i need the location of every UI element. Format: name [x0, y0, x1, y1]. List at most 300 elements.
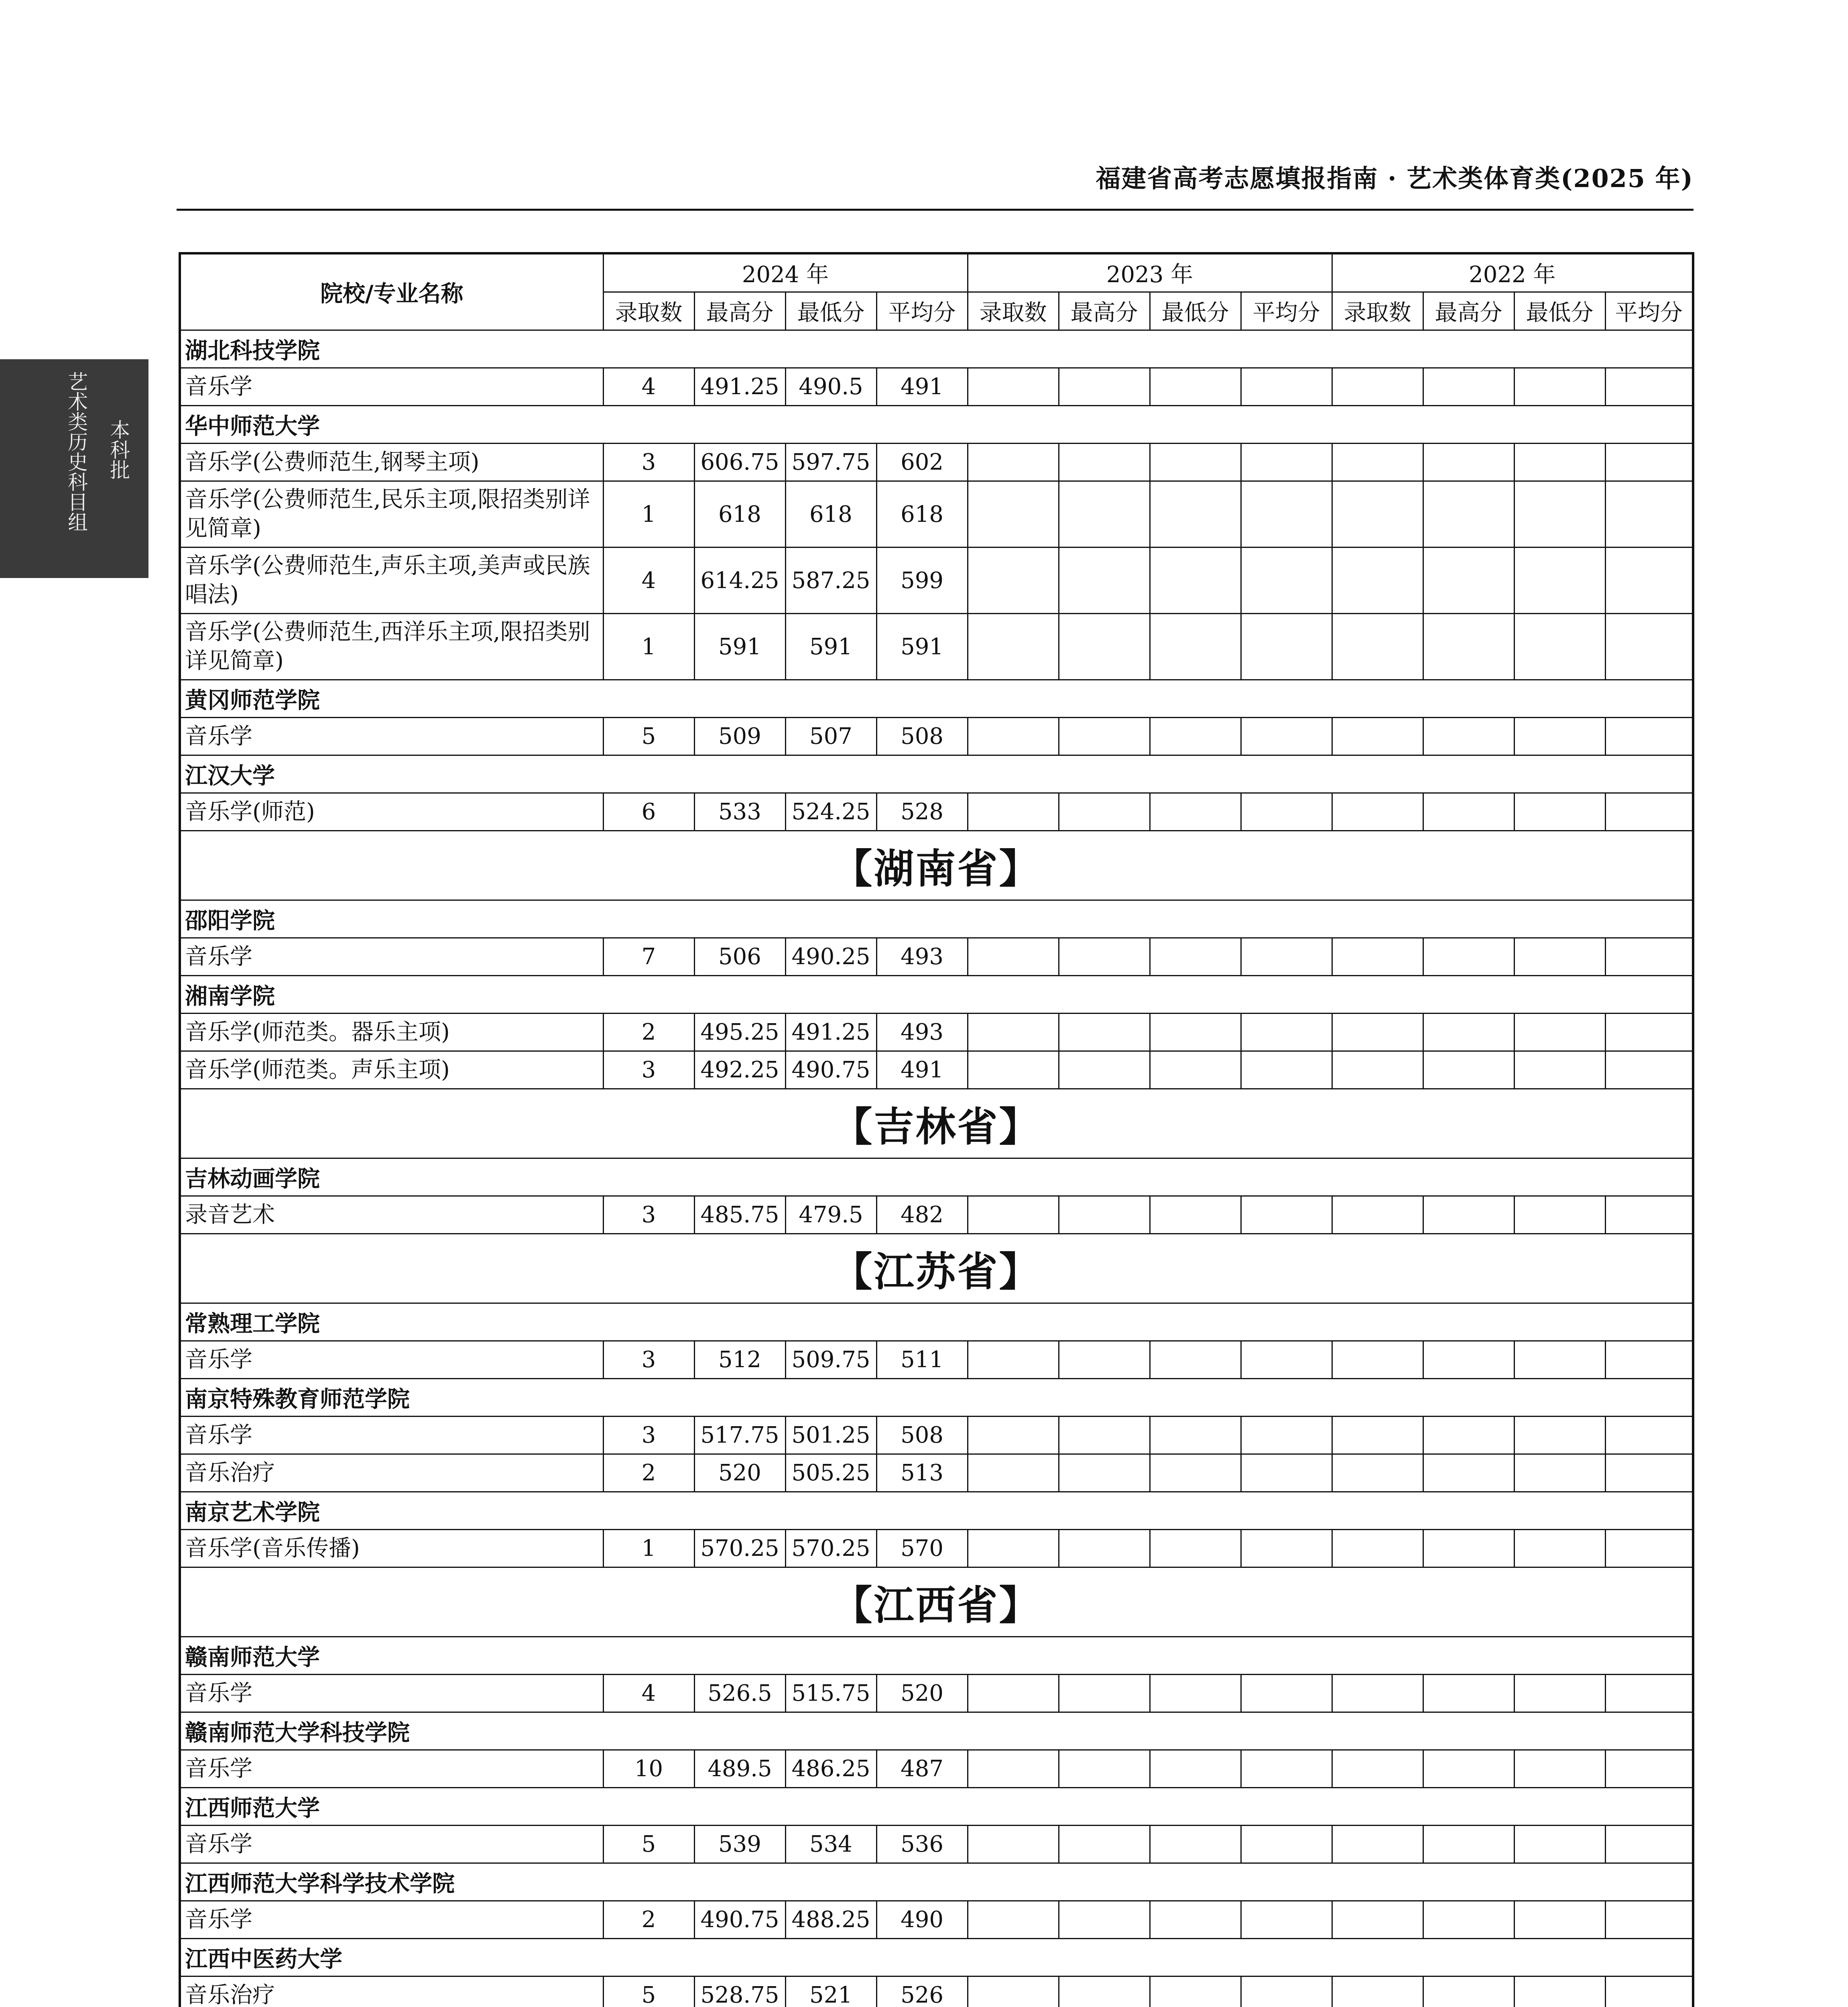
- empty-cell: [1059, 368, 1150, 406]
- school-row: [180, 976, 1693, 1014]
- empty-cell: [1423, 1826, 1514, 1863]
- school-row: [180, 1637, 1693, 1675]
- empty-cell: [1514, 1454, 1605, 1492]
- empty-cell: [1605, 548, 1693, 614]
- subheader-cell: 平均分: [876, 292, 968, 330]
- subheader-cell: 最高分: [694, 292, 785, 330]
- empty-cell: [1059, 938, 1150, 976]
- province-row: [180, 831, 1693, 900]
- value-cell: 3: [603, 1051, 694, 1089]
- empty-cell: [1150, 1976, 1241, 2007]
- empty-cell: [1423, 548, 1514, 614]
- empty-cell: [1059, 1976, 1150, 2007]
- value-cell: 6: [603, 793, 694, 831]
- value-cell: 485.75: [694, 1196, 785, 1234]
- value-cell: 2: [603, 1901, 694, 1939]
- empty-cell: [1150, 1341, 1241, 1379]
- empty-cell: [1423, 1530, 1514, 1567]
- school-name: 华中师范大学: [180, 406, 1693, 444]
- value-cell: 490.5: [785, 368, 876, 406]
- empty-cell: [1059, 444, 1150, 481]
- major-name: 音乐学(师范类。器乐主项): [180, 1014, 603, 1051]
- empty-cell: [1423, 793, 1514, 831]
- empty-cell: [1150, 793, 1241, 831]
- side-tab-line2: 本科批: [107, 419, 130, 480]
- empty-cell: [1241, 718, 1332, 755]
- major-row: [180, 1341, 1693, 1379]
- empty-cell: [1332, 938, 1423, 976]
- major-row: [180, 793, 1693, 831]
- school-row: [180, 1379, 1693, 1417]
- empty-cell: [1514, 481, 1605, 548]
- year-header: 2022 年: [1332, 253, 1693, 292]
- empty-cell: [1241, 614, 1332, 680]
- empty-cell: [1423, 1750, 1514, 1788]
- empty-cell: [968, 1454, 1059, 1492]
- major-row: [180, 1196, 1693, 1234]
- empty-cell: [1059, 548, 1150, 614]
- value-cell: 521: [785, 1976, 876, 2007]
- school-row: [180, 1492, 1693, 1530]
- school-name: 黄冈师范学院: [180, 680, 1693, 718]
- value-cell: 490.25: [785, 938, 876, 976]
- school-row: [180, 755, 1693, 793]
- school-name: 湖北科技学院: [180, 330, 1693, 368]
- value-cell: 515.75: [785, 1675, 876, 1712]
- empty-cell: [1514, 1014, 1605, 1051]
- major-name: 音乐学: [180, 1750, 603, 1788]
- value-cell: 490.75: [694, 1901, 785, 1939]
- empty-cell: [1241, 1976, 1332, 2007]
- value-cell: 490: [876, 1901, 968, 1939]
- empty-cell: [1059, 1014, 1150, 1051]
- empty-cell: [1059, 481, 1150, 548]
- major-row: [180, 368, 1693, 406]
- empty-cell: [968, 1417, 1059, 1454]
- empty-cell: [1332, 1976, 1423, 2007]
- value-cell: 505.25: [785, 1454, 876, 1492]
- empty-cell: [1514, 1750, 1605, 1788]
- empty-cell: [1605, 1826, 1693, 1863]
- value-cell: 3: [603, 1417, 694, 1454]
- empty-cell: [1423, 1341, 1514, 1379]
- major-name: 音乐学: [180, 1341, 603, 1379]
- school-name: 江汉大学: [180, 755, 1693, 793]
- empty-cell: [1241, 1014, 1332, 1051]
- value-cell: 491.25: [694, 368, 785, 406]
- value-cell: 517.75: [694, 1417, 785, 1454]
- empty-cell: [1514, 1341, 1605, 1379]
- value-cell: 508: [876, 1417, 968, 1454]
- value-cell: 536: [876, 1826, 968, 1863]
- subheader-cell: 录取数: [1332, 292, 1423, 330]
- empty-cell: [1605, 481, 1693, 548]
- value-cell: 526: [876, 1976, 968, 2007]
- value-cell: 602: [876, 444, 968, 481]
- empty-cell: [1423, 938, 1514, 976]
- major-row: [180, 1675, 1693, 1712]
- major-row: [180, 1976, 1693, 2007]
- province-name: 【江西省】: [180, 1567, 1693, 1637]
- major-row: [180, 1826, 1693, 1863]
- major-name: 音乐学: [180, 368, 603, 406]
- empty-cell: [1332, 718, 1423, 755]
- empty-cell: [1150, 444, 1241, 481]
- major-name: 音乐学(公费师范生,钢琴主项): [180, 444, 603, 481]
- empty-cell: [1059, 793, 1150, 831]
- empty-cell: [1423, 368, 1514, 406]
- value-cell: 528: [876, 793, 968, 831]
- empty-cell: [1605, 1014, 1693, 1051]
- empty-cell: [1241, 444, 1332, 481]
- empty-cell: [1605, 614, 1693, 680]
- school-name: 邵阳学院: [180, 900, 1693, 938]
- empty-cell: [1059, 1826, 1150, 1863]
- empty-cell: [1332, 1196, 1423, 1234]
- empty-cell: [1514, 938, 1605, 976]
- school-row: [180, 680, 1693, 718]
- value-cell: 520: [694, 1454, 785, 1492]
- major-name: 音乐治疗: [180, 1976, 603, 2007]
- empty-cell: [1605, 444, 1693, 481]
- value-cell: 491: [876, 368, 968, 406]
- empty-cell: [1241, 793, 1332, 831]
- empty-cell: [1605, 1454, 1693, 1492]
- empty-cell: [1241, 1454, 1332, 1492]
- value-cell: 5: [603, 718, 694, 755]
- value-cell: 4: [603, 368, 694, 406]
- empty-cell: [1605, 368, 1693, 406]
- major-name: 录音艺术: [180, 1196, 603, 1234]
- major-row: [180, 1750, 1693, 1788]
- empty-cell: [1514, 444, 1605, 481]
- empty-cell: [1150, 1051, 1241, 1089]
- value-cell: 3: [603, 1341, 694, 1379]
- value-cell: 482: [876, 1196, 968, 1234]
- empty-cell: [1605, 1530, 1693, 1567]
- empty-cell: [1605, 1750, 1693, 1788]
- subheader-cell: 最高分: [1059, 292, 1150, 330]
- empty-cell: [1423, 1675, 1514, 1712]
- empty-cell: [1332, 1014, 1423, 1051]
- major-name: 音乐学: [180, 718, 603, 755]
- subheader-cell: 最低分: [785, 292, 876, 330]
- major-row: [180, 1014, 1693, 1051]
- value-cell: 2: [603, 1454, 694, 1492]
- running-header: 福建省高考志愿填报指南 · 艺术类体育类(2025 年): [1096, 164, 1693, 193]
- admission-table-wrap: [179, 252, 1694, 2007]
- value-cell: 509.75: [785, 1341, 876, 1379]
- value-cell: 493: [876, 938, 968, 976]
- empty-cell: [1514, 718, 1605, 755]
- empty-cell: [1423, 1417, 1514, 1454]
- value-cell: 591: [876, 614, 968, 680]
- empty-cell: [1150, 368, 1241, 406]
- empty-cell: [1332, 1341, 1423, 1379]
- value-cell: 591: [694, 614, 785, 680]
- province-row: [180, 1567, 1693, 1637]
- empty-cell: [1241, 1675, 1332, 1712]
- value-cell: 618: [694, 481, 785, 548]
- empty-cell: [1423, 1051, 1514, 1089]
- major-row: [180, 1454, 1693, 1492]
- empty-cell: [1150, 1196, 1241, 1234]
- empty-cell: [1150, 548, 1241, 614]
- value-cell: 570: [876, 1530, 968, 1567]
- value-cell: 1: [603, 614, 694, 680]
- major-name: 音乐学: [180, 1675, 603, 1712]
- empty-cell: [1059, 1051, 1150, 1089]
- year-header: 2023 年: [968, 253, 1332, 292]
- empty-cell: [1514, 1196, 1605, 1234]
- empty-cell: [1423, 481, 1514, 548]
- empty-cell: [968, 548, 1059, 614]
- empty-cell: [1605, 718, 1693, 755]
- province-row: [180, 1089, 1693, 1158]
- empty-cell: [1514, 548, 1605, 614]
- empty-cell: [968, 793, 1059, 831]
- value-cell: 5: [603, 1826, 694, 1863]
- value-cell: 2: [603, 1014, 694, 1051]
- value-cell: 597.75: [785, 444, 876, 481]
- school-row: [180, 1788, 1693, 1826]
- empty-cell: [1514, 793, 1605, 831]
- value-cell: 490.75: [785, 1051, 876, 1089]
- subheader-cell: 录取数: [968, 292, 1059, 330]
- empty-cell: [1059, 1454, 1150, 1492]
- value-cell: 10: [603, 1750, 694, 1788]
- major-name: 音乐学(公费师范生,民乐主项,限招类别详见简章): [180, 481, 603, 548]
- empty-cell: [1423, 1901, 1514, 1939]
- table-body: [180, 330, 1693, 2007]
- value-cell: 486.25: [785, 1750, 876, 1788]
- major-name: 音乐学(公费师范生,西洋乐主项,限招类别详见简章): [180, 614, 603, 680]
- value-cell: 3: [603, 1196, 694, 1234]
- empty-cell: [1150, 1417, 1241, 1454]
- major-name: 音乐学(音乐传播): [180, 1530, 603, 1567]
- school-name: 江西师范大学: [180, 1788, 1693, 1826]
- school-name: 南京艺术学院: [180, 1492, 1693, 1530]
- subheader-cell: 平均分: [1605, 292, 1693, 330]
- major-row: [180, 1051, 1693, 1089]
- value-cell: 511: [876, 1341, 968, 1379]
- province-row: [180, 1234, 1693, 1303]
- side-tab-line1: 艺术类历史科目组: [65, 371, 88, 532]
- value-cell: 489.5: [694, 1750, 785, 1788]
- value-cell: 488.25: [785, 1901, 876, 1939]
- empty-cell: [1241, 1196, 1332, 1234]
- empty-cell: [1605, 1196, 1693, 1234]
- empty-cell: [1150, 1826, 1241, 1863]
- school-row: [180, 1158, 1693, 1196]
- major-name: 音乐学: [180, 938, 603, 976]
- empty-cell: [1332, 1750, 1423, 1788]
- empty-cell: [1332, 1826, 1423, 1863]
- empty-cell: [968, 1341, 1059, 1379]
- value-cell: 493: [876, 1014, 968, 1051]
- major-row: [180, 481, 1693, 548]
- empty-cell: [1514, 368, 1605, 406]
- empty-cell: [1241, 368, 1332, 406]
- empty-cell: [1150, 481, 1241, 548]
- value-cell: 1: [603, 1530, 694, 1567]
- province-name: 【吉林省】: [180, 1089, 1693, 1158]
- value-cell: 520: [876, 1675, 968, 1712]
- empty-cell: [1059, 1417, 1150, 1454]
- empty-cell: [1332, 1675, 1423, 1712]
- subheader-cell: 最低分: [1514, 292, 1605, 330]
- school-row: [180, 1863, 1693, 1901]
- empty-cell: [1241, 1901, 1332, 1939]
- subheader-cell: 最低分: [1150, 292, 1241, 330]
- major-row: [180, 548, 1693, 614]
- school-row: [180, 900, 1693, 938]
- subheader-cell: 最高分: [1423, 292, 1514, 330]
- subheader-cell: 录取数: [603, 292, 694, 330]
- value-cell: 4: [603, 548, 694, 614]
- empty-cell: [1241, 1750, 1332, 1788]
- empty-cell: [1150, 938, 1241, 976]
- empty-cell: [1605, 938, 1693, 976]
- empty-cell: [1059, 1196, 1150, 1234]
- empty-cell: [1423, 1976, 1514, 2007]
- school-row: [180, 330, 1693, 368]
- value-cell: 533: [694, 793, 785, 831]
- year-header: 2024 年: [603, 253, 968, 292]
- empty-cell: [1241, 1530, 1332, 1567]
- empty-cell: [1514, 614, 1605, 680]
- name-column-header: 院校/专业名称: [180, 253, 603, 330]
- value-cell: 570.25: [785, 1530, 876, 1567]
- empty-cell: [1423, 614, 1514, 680]
- empty-cell: [1332, 444, 1423, 481]
- empty-cell: [968, 718, 1059, 755]
- empty-cell: [1423, 444, 1514, 481]
- empty-cell: [968, 1530, 1059, 1567]
- value-cell: 618: [785, 481, 876, 548]
- school-name: 赣南师范大学: [180, 1637, 1693, 1675]
- empty-cell: [968, 1051, 1059, 1089]
- empty-cell: [1514, 1675, 1605, 1712]
- school-row: [180, 406, 1693, 444]
- empty-cell: [1332, 1454, 1423, 1492]
- major-name: 音乐学: [180, 1826, 603, 1863]
- empty-cell: [1332, 614, 1423, 680]
- empty-cell: [1241, 1341, 1332, 1379]
- major-name: 音乐学: [180, 1417, 603, 1454]
- empty-cell: [1059, 1750, 1150, 1788]
- value-cell: 513: [876, 1454, 968, 1492]
- value-cell: 614.25: [694, 548, 785, 614]
- empty-cell: [1241, 1051, 1332, 1089]
- major-row: [180, 938, 1693, 976]
- empty-cell: [968, 444, 1059, 481]
- empty-cell: [1514, 1901, 1605, 1939]
- empty-cell: [1514, 1417, 1605, 1454]
- empty-cell: [1605, 1901, 1693, 1939]
- value-cell: 591: [785, 614, 876, 680]
- subheader-cell: 平均分: [1241, 292, 1332, 330]
- empty-cell: [1059, 614, 1150, 680]
- empty-cell: [1605, 1341, 1693, 1379]
- empty-cell: [1241, 1417, 1332, 1454]
- empty-cell: [968, 1014, 1059, 1051]
- empty-cell: [1332, 548, 1423, 614]
- school-name: 吉林动画学院: [180, 1158, 1693, 1196]
- value-cell: 1: [603, 481, 694, 548]
- value-cell: 512: [694, 1341, 785, 1379]
- empty-cell: [1150, 614, 1241, 680]
- empty-cell: [1605, 1051, 1693, 1089]
- empty-cell: [1332, 1901, 1423, 1939]
- school-name: 湘南学院: [180, 976, 1693, 1014]
- empty-cell: [968, 1196, 1059, 1234]
- empty-cell: [1605, 1976, 1693, 2007]
- empty-cell: [1241, 481, 1332, 548]
- empty-cell: [968, 1675, 1059, 1712]
- empty-cell: [1059, 1341, 1150, 1379]
- empty-cell: [1241, 1826, 1332, 1863]
- empty-cell: [968, 481, 1059, 548]
- major-name: 音乐治疗: [180, 1454, 603, 1492]
- empty-cell: [1332, 368, 1423, 406]
- empty-cell: [1423, 1454, 1514, 1492]
- value-cell: 487: [876, 1750, 968, 1788]
- empty-cell: [1423, 718, 1514, 755]
- empty-cell: [1150, 1014, 1241, 1051]
- header-rule: [177, 209, 1693, 211]
- empty-cell: [1423, 1014, 1514, 1051]
- empty-cell: [1332, 1417, 1423, 1454]
- empty-cell: [1514, 1976, 1605, 2007]
- major-name: 音乐学(师范): [180, 793, 603, 831]
- value-cell: 509: [694, 718, 785, 755]
- major-row: [180, 1530, 1693, 1567]
- value-cell: 528.75: [694, 1976, 785, 2007]
- empty-cell: [1514, 1826, 1605, 1863]
- major-name: 音乐学(公费师范生,声乐主项,美声或民族唱法): [180, 548, 603, 614]
- empty-cell: [1059, 1675, 1150, 1712]
- empty-cell: [1150, 1675, 1241, 1712]
- empty-cell: [1241, 938, 1332, 976]
- school-row: [180, 1712, 1693, 1750]
- major-name: 音乐学: [180, 1901, 603, 1939]
- value-cell: 539: [694, 1826, 785, 1863]
- empty-cell: [1605, 1675, 1693, 1712]
- major-row: [180, 614, 1693, 680]
- value-cell: 501.25: [785, 1417, 876, 1454]
- school-name: 南京特殊教育师范学院: [180, 1379, 1693, 1417]
- empty-cell: [1423, 1196, 1514, 1234]
- empty-cell: [1059, 718, 1150, 755]
- school-name: 江西中医药大学: [180, 1939, 1693, 1976]
- school-row: [180, 1303, 1693, 1341]
- value-cell: 491: [876, 1051, 968, 1089]
- province-name: 【江苏省】: [180, 1234, 1693, 1303]
- major-row: [180, 718, 1693, 755]
- value-cell: 495.25: [694, 1014, 785, 1051]
- empty-cell: [968, 1901, 1059, 1939]
- value-cell: 606.75: [694, 444, 785, 481]
- major-row: [180, 444, 1693, 481]
- value-cell: 508: [876, 718, 968, 755]
- empty-cell: [1332, 481, 1423, 548]
- school-row: [180, 1939, 1693, 1976]
- value-cell: 618: [876, 481, 968, 548]
- empty-cell: [968, 1750, 1059, 1788]
- value-cell: 526.5: [694, 1675, 785, 1712]
- side-tab: [0, 359, 148, 578]
